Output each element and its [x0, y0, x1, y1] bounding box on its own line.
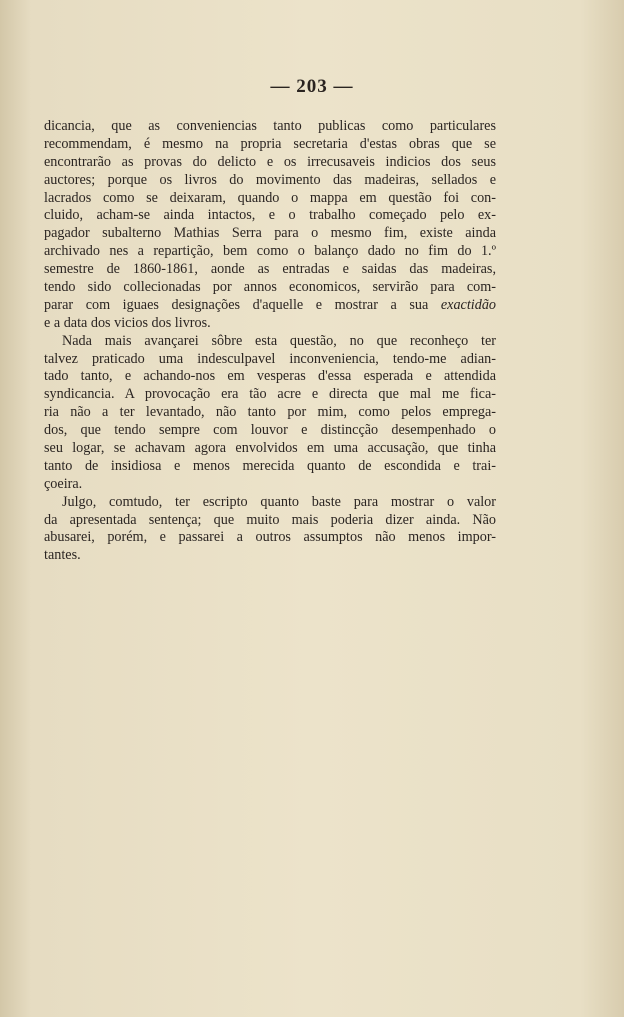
paragraph-1: [44, 118, 496, 333]
text-line: e a data dos vicios dos livros.: [44, 314, 211, 331]
text-line: encontrarão as provas do delicto e os irrecusaveis indicios dos seus: [44, 153, 496, 170]
text-line: dicancia, que as conveniencias tanto publicas como particulares: [44, 118, 496, 134]
page-number: — 203 —: [270, 76, 354, 97]
italic-word: exactidão: [440, 296, 497, 313]
text-line: lacrados como se deixaram, quando o mappa em questão foi con-: [44, 189, 496, 206]
text-line: talvez praticado uma indesculpavel inconveniencia, tendo-me adian-: [44, 350, 496, 367]
body-text: [44, 118, 496, 565]
text-line: archivado nes a repartição, bem como o balanço dado no fim do 1.º: [44, 243, 496, 260]
text-line: da apresentada sentença; que muito mais poderia dizer ainda. Não: [44, 511, 496, 528]
paragraph-3: [44, 494, 496, 566]
text-line: tanto de insidiosa e menos merecida quanto de escondida e trai-: [44, 457, 496, 474]
text-line: tantes.: [44, 547, 81, 564]
text-line: dos, que tendo sempre com louvor e distincção desempenhado o: [44, 422, 496, 439]
text-line: tado tanto, e achando-nos em vesperas d'essa esperada e attendida: [44, 368, 496, 385]
text-line: ria não a ter levantado, não tanto por mim, como pelos emprega-: [44, 404, 496, 421]
text-line: pagador subalterno Mathias Serra para o mesmo fim, existe ainda: [44, 225, 496, 242]
text-segment: parar com iguaes designações d'aquelle e mostrar a sua: [44, 296, 429, 313]
text-line: recommendam, é mesmo na propria secretaria d'estas obras que se: [44, 135, 496, 152]
text-line: cluido, acham-se ainda intactos, e o trabalho começado pelo ex-: [44, 207, 496, 224]
text-line: Julgo, comtudo, ter escripto quanto baste para mostrar o valor: [62, 493, 496, 510]
text-line: seu logar, se achavam agora envolvidos em uma accusação, que tinha: [44, 440, 496, 457]
text-line: auctores; porque os livros do movimento das madeiras, sellados e: [44, 171, 496, 188]
text-line: tendo sido collecionadas por annos economicos, servirão para com-: [44, 279, 496, 296]
text-line: çoeira.: [44, 475, 83, 492]
text-line: Nada mais avançarei sôbre esta questão, no que reconheço ter: [62, 332, 496, 349]
text-line-with-italic: [44, 297, 496, 315]
text-line: syndicancia. A provocação era tão acre e directa que mal me fica-: [44, 386, 496, 403]
paragraph-2: [44, 333, 496, 494]
text-line: semestre de 1860-1861, aonde as entradas e saidas das madeiras,: [44, 261, 496, 278]
text-line: abusarei, porém, e passarei a outros assumptos não menos impor-: [44, 529, 496, 546]
